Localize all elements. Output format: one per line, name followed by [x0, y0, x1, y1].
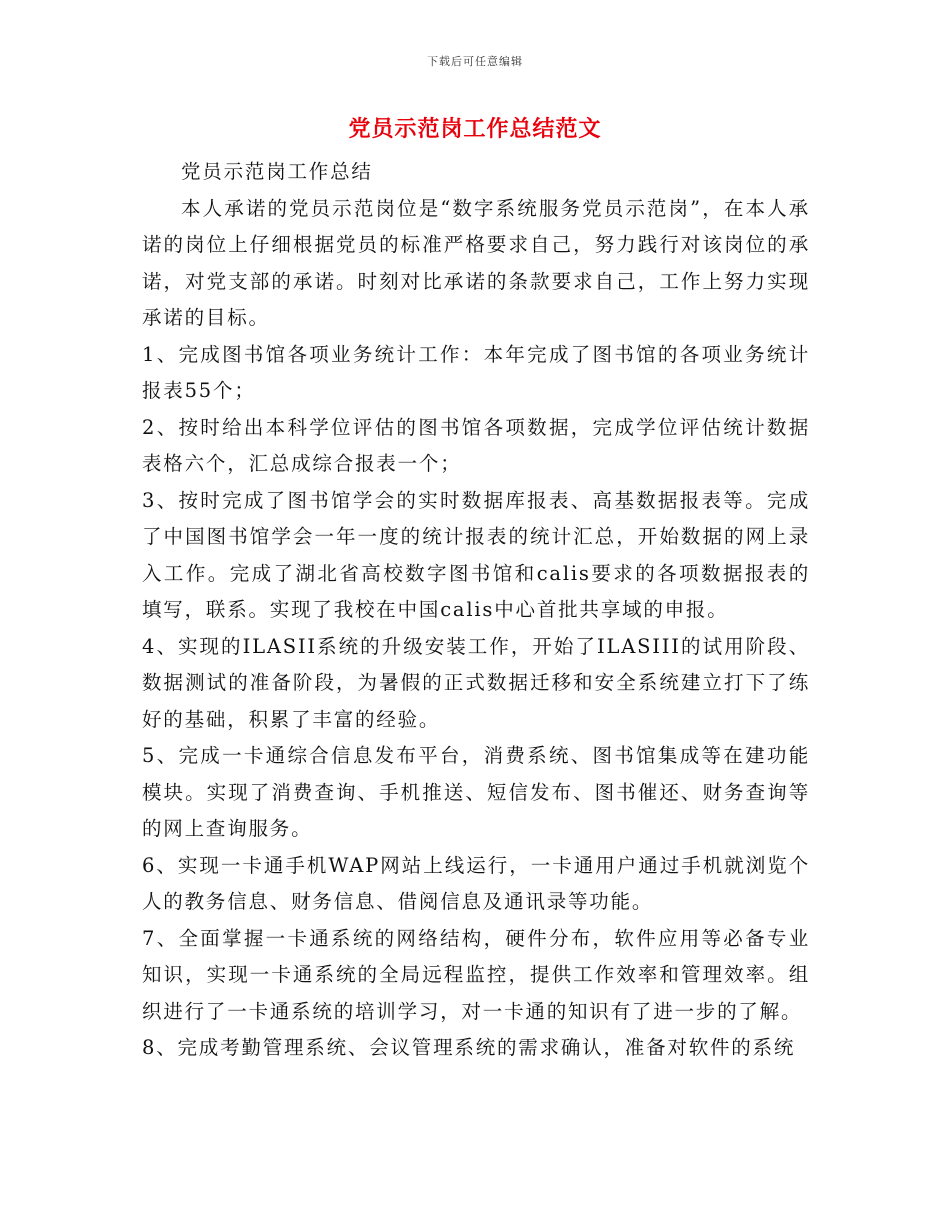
intro-paragraph: 本人承诺的党员示范岗位是“数字系统服务党员示范岗”，在本人承诺的岗位上仔细根据党员的标准严格要求自己，努力践行对该岗位的承诺，对党支部的承诺。时刻对比承诺的条款要求自己，工作上努力实现承诺的目标。	[142, 196, 810, 329]
section-subtitle: 党员示范岗工作总结	[181, 160, 373, 183]
list-item: 2、按时给出本科学位评估的图书馆各项数据，完成学位评估统计数据表格六个，汇总成综合报表一个；	[142, 415, 810, 475]
document-title: 党员示范岗工作总结范文	[348, 117, 602, 142]
list-item: 7、全面掌握一卡通系统的网络结构，硬件分布，软件应用等必备专业知识，实现一卡通系统的全局远程监控，提供工作效率和管理效率。组织进行了一卡通系统的培训学习，对一卡通的知识有了进一步的了解。	[142, 926, 810, 1023]
list-item: 5、完成一卡通综合信息发布平台，消费系统、图书馆集成等在建功能模块。实现了消费查询、手机推送、短信发布、图书催还、财务查询等的网上查询服务。	[142, 744, 810, 840]
list-item: 4、实现的ILASII系统的升级安装工作，开始了ILASIII的试用阶段、数据测试的准备阶段，为暑假的正式数据迁移和安全系统建立打下了练好的基础，积累了丰富的经验。	[142, 634, 810, 731]
list-item: 8、完成考勤管理系统、会议管理系统的需求确认，准备对软件的系统	[142, 1036, 796, 1059]
document-body	[142, 154, 810, 1067]
header-note: 下载后可任意编辑	[427, 55, 523, 68]
list-item: 1、完成图书馆各项业务统计工作：本年完成了图书馆的各项业务统计报表55个；	[142, 342, 810, 402]
list-item: 3、按时完成了图书馆学会的实时数据库报表、高基数据报表等。完成了中国图书馆学会一年一度的统计报表的统计汇总，开始数据的网上录入工作。完成了湖北省高校数字图书馆和calis要求的各项数据报表的填写，联系。实现了我校在中国calis中心首批共享域的申报。	[142, 488, 810, 621]
list-item: 6、实现一卡通手机WAP网站上线运行，一卡通用户通过手机就浏览个人的教务信息、财务信息、借阅信息及通讯录等功能。	[142, 853, 810, 913]
